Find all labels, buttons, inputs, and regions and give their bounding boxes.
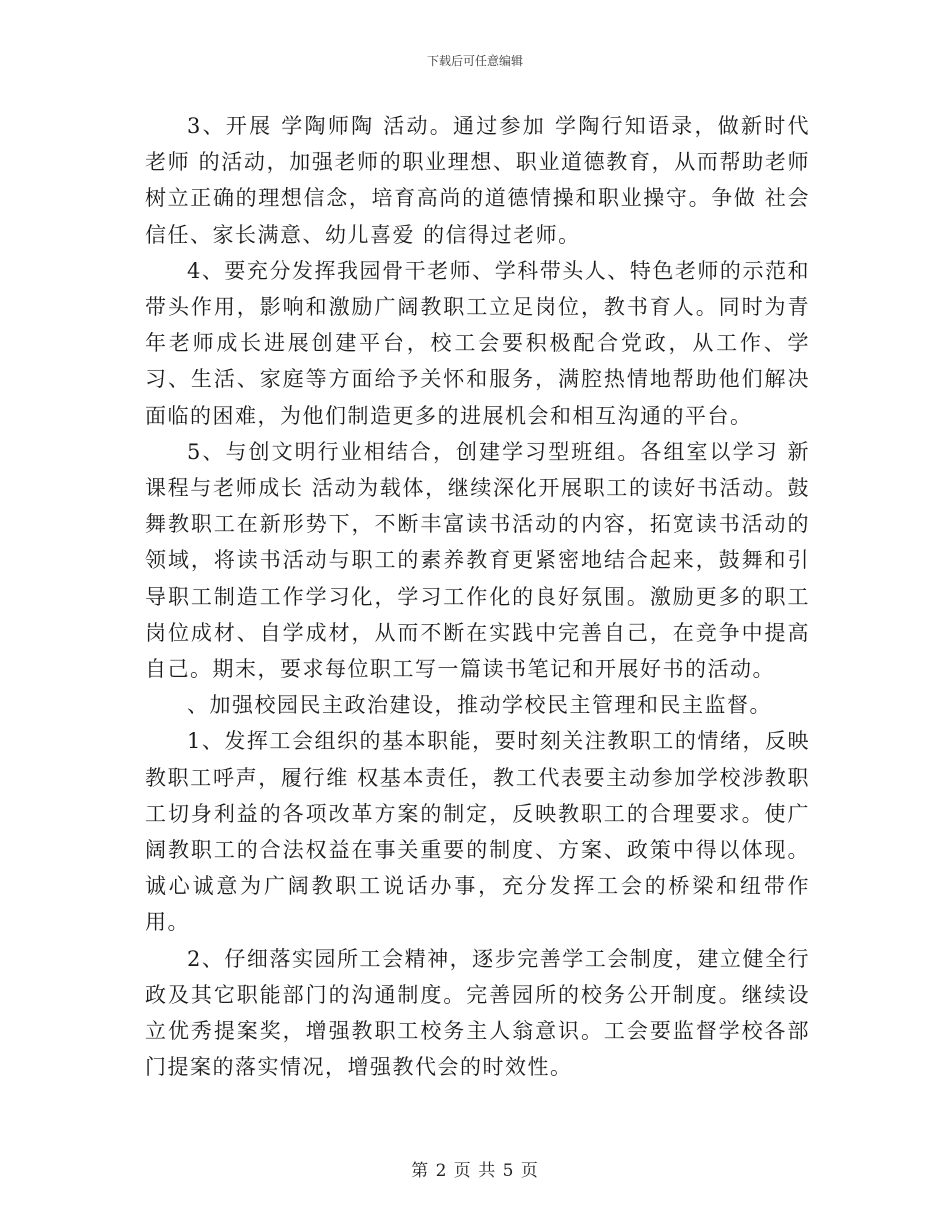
paragraph-item-5: 5、与创文明行业相结合，创建学习型班组。各组室以学习 新课程与老师成长 活动为载体，继续深化开展职工的读好书活动。鼓舞教职工在新形势下，不断丰富读书活动的内容，拓宽读书活动的领域，将读书活动与职工的素养教育更紧密地结合起来，鼓舞和引导职工制造工作学习化，学习工作化的良好氛围。激励更多的职工岗位成材、自学成材，从而不断在实践中完善自己，在竞争中提高自己。期末，要求每位职工写一篇读书笔记和开展好书的活动。 xyxy=(145,439,810,682)
paragraph-item-2: 2、仔细落实园所工会精神，逐步完善学工会制度，建立健全行政及其它职能部门的沟通制度。完善园所的校务公开制度。继续设立优秀提案奖，增强教职工校务主人翁意识。工会要监督学校各部门提案的落实情况，增强教代会的时效性。 xyxy=(145,946,810,1080)
document-body xyxy=(145,108,810,1085)
paragraph-item-4: 4、要充分发挥我园骨干老师、学科带头人、特色老师的示范和带头作用，影响和激励广阔教职工立足岗位，教书育人。同时为青年老师成长进展创建平台，校工会要积极配合党政，从工作、学习、生活、家庭等方面给予关怀和服务，满腔热情地帮助他们解决面临的困难，为他们制造更多的进展机会和相互沟通的平台。 xyxy=(145,258,810,428)
page-header: 下载后可任意编辑 xyxy=(426,54,523,68)
page-footer: 第 2 页 共 5 页 xyxy=(411,1161,539,1181)
section-heading-democracy: 、加强校园民主政治建设，推动学校民主管理和民主监督。 xyxy=(187,693,772,718)
paragraph-item-3: 3、开展 学陶师陶 活动。通过参加 学陶行知语录，做新时代老师 的活动，加强老师的职业理想、职业道德教育，从而帮助老师树立正确的理想信念，培育高尚的道德情操和职业操守。争做 社会信任、家长满意、幼儿喜爱 的信得过老师。 xyxy=(145,114,810,247)
paragraph-item-1: 1、发挥工会组织的基本职能，要时刻关注教职工的情绪，反映教职工呼声，履行维 权基本责任，教工代表要主动参加学校涉教职工切身利益的各项改革方案的制定，反映教职工的合理要求。使广阔教职工的合法权益在事关重要的制度、方案、政策中得以体现。诚心诚意为广阔教职工说话办事，充分发挥工会的桥梁和纽带作用。 xyxy=(145,729,810,935)
